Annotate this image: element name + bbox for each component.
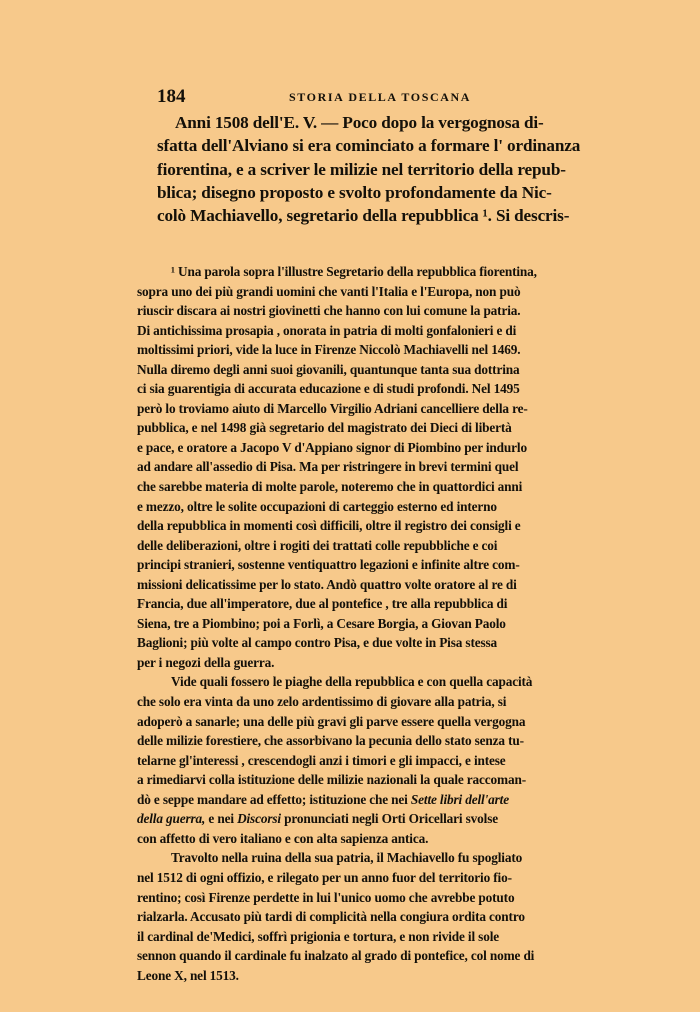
footnote-line: sopra uno dei più grandi uomini che vanti l'Italia e l'Europa, non può (137, 283, 521, 299)
footnote-text: dò e seppe mandare ad effetto; istituzione che nei (137, 791, 408, 807)
footnote-line: il cardinal de'Medici, soffrì prigionia e tortura, e non rivide il sole (137, 928, 499, 944)
main-text-line: Anni 1508 dell'E. V. — Poco dopo la vergognosa di- (175, 113, 544, 132)
page-header (157, 86, 627, 108)
main-text (157, 111, 627, 227)
page-number: 184 (157, 86, 186, 107)
footnote-line: riuscir discara ai nostri giovinetti che hanno con lui comune la patria. (137, 303, 521, 319)
footnote-line: sennon quando il cardinale fu inalzato al grado di pontefice, col nome di (137, 948, 535, 964)
footnote-line: delle milizie forestiere, che assorbivano la pecunia dello stato senza tu- (137, 733, 524, 749)
footnote-line: però lo troviamo aiuto di Marcello Virgilio Adriani cancelliere della re- (137, 400, 528, 416)
book-title-continuation: della guerra, (137, 811, 206, 827)
running-title: STORIA DELLA TOSCANA (289, 90, 472, 104)
footnote-line: ad andare all'assedio di Pisa. Ma per ristringere in brevi termini quel (137, 459, 519, 475)
main-text-line: colò Machiavello, segretario della repubblica ¹. Si descris- (157, 206, 570, 226)
footnote-line: ¹ Una parola sopra l'illustre Segretario della repubblica fiorentina, (171, 264, 537, 279)
footnote-line: ci sia guarentigia di accurata educazione e di studi profondi. Nel 1495 (137, 381, 520, 397)
footnote-line: con affetto di vero italiano e con alta sapienza antica. (137, 830, 429, 846)
footnote-line: Travolto nella ruina della sua patria, il Machiavello fu spogliato (171, 850, 523, 866)
footnote-text: pronunciati negli Orti Oricellari svolse (280, 811, 498, 827)
footnote-line: per i negozi della guerra. (137, 654, 275, 670)
footnote-line: che sarebbe materia di molte parole, noteremo che in quattordici anni (137, 479, 523, 495)
footnote-line: delle deliberazioni, oltre i rogiti dei trattati colle repubbliche e coi (137, 537, 498, 553)
footnote-line: Di antichissima prosapia , onorata in patria di molti gonfalonieri e di (137, 322, 517, 338)
footnote-line: Nulla diremo degli anni suoi giovanili, quantunque tanta sua dottrina (137, 361, 520, 377)
footnote-line: telarne gl'interessi , crescendogli anzi i timori e gli impacci, e intese (137, 752, 506, 768)
footnote-line: Siena, tre a Piombino; poi a Forlì, a Cesare Borgia, a Giovan Paolo (137, 615, 506, 631)
main-text-line: blica; disegno proposto e svolto profondamente da Nic- (157, 182, 552, 202)
footnote-line: rialzarla. Accusato più tardi di complicità nella congiura ordita contro (137, 909, 525, 925)
footnote-line: e pace, e oratore a Jacopo V d'Appiano signor di Piombino per indurlo (137, 439, 527, 455)
footnote-line (137, 809, 621, 829)
footnote (137, 262, 621, 985)
footnote-line: a rimediarvi colla istituzione delle milizie nazionali la quale raccoman- (137, 772, 527, 788)
footnote-line: Francia, due all'imperatore, due al pontefice , tre alla repubblica di (137, 596, 508, 612)
book-title-sette-libri: Sette libri dell'arte (410, 791, 509, 807)
footnote-line: rentino; così Firenze perdette in lui l'unico uomo che avrebbe potuto (137, 889, 515, 905)
footnote-line: adoperò a sanarle; una delle più gravi gli parve essere quella vergogna (137, 713, 526, 729)
footnote-line (137, 790, 621, 810)
footnote-line: Baglioni; più volte al campo contro Pisa, e due volte in Pisa stessa (137, 635, 498, 651)
footnote-line: principi stranieri, sostenne ventiquattro legazioni e infinite altre com- (137, 557, 520, 573)
main-text-line: sfatta dell'Alviano si era cominciato a formare l' ordinanza (157, 136, 581, 156)
footnote-line: moltissimi priori, vide la luce in Firenze Niccolò Machiavelli nel 1469. (137, 342, 521, 358)
footnote-line: della repubblica in momenti così difficili, oltre il registro dei consigli e (137, 518, 521, 534)
footnote-line: che solo era vinta da uno zelo ardentissimo di giovare alla patria, si (137, 694, 507, 710)
footnote-line: pubblica, e nel 1498 già segretario del magistrato dei Dieci di libertà (137, 420, 512, 436)
footnote-line: e mezzo, oltre le solite occupazioni di carteggio esterno ed interno (137, 498, 497, 514)
main-text-line: fiorentina, e a scriver le milizie nel territorio della repub- (157, 159, 566, 179)
footnote-line: Leone X, nel 1513. (137, 967, 239, 983)
book-title-discorsi: Discorsi (237, 811, 281, 827)
footnote-text: e nei (205, 811, 238, 827)
footnote-line: missioni delicatissime per lo stato. Andò quattro volte oratore al re di (137, 576, 517, 592)
footnote-line: nel 1512 di ogni offizio, e rilegato per un anno fuor del territorio fio- (137, 869, 512, 885)
footnote-line: Vide quali fossero le piaghe della repubblica e con quella capacità (171, 674, 533, 690)
